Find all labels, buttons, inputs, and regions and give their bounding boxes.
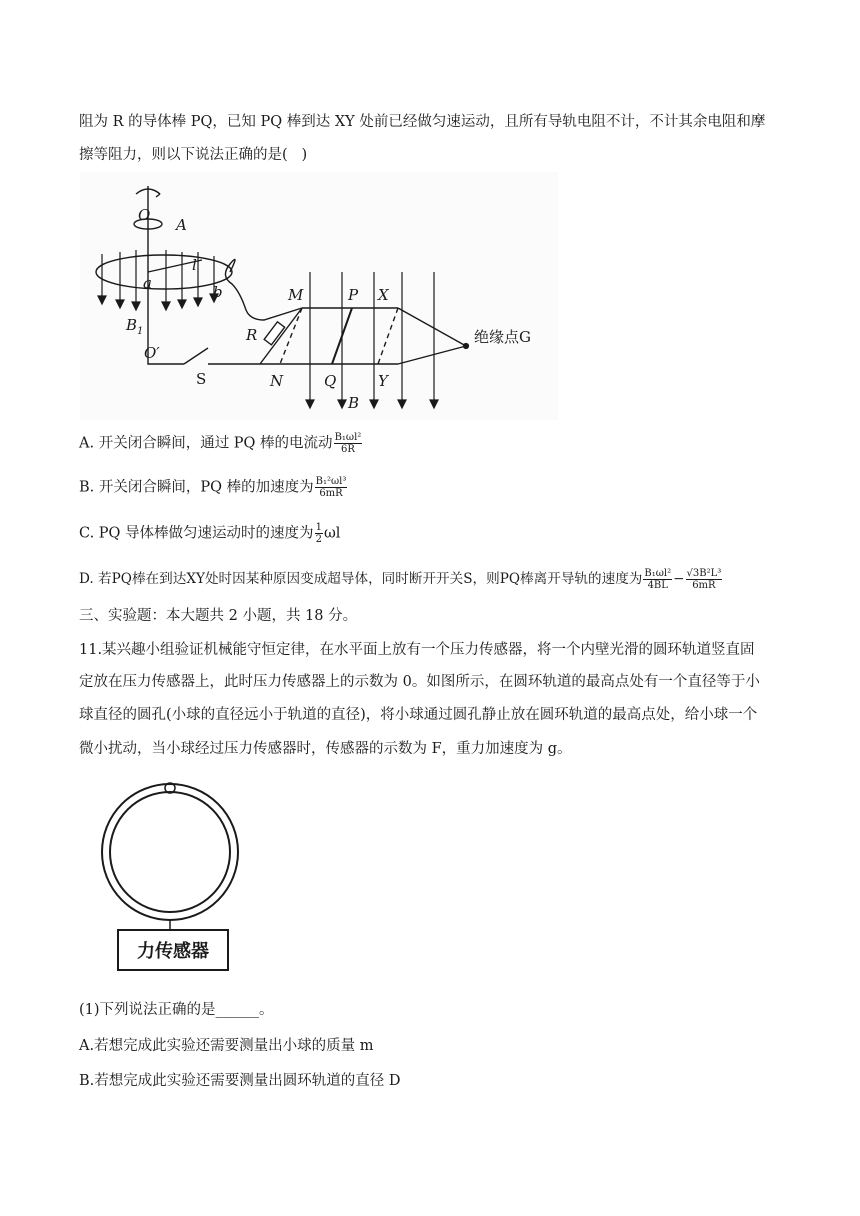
label-R: R — [246, 326, 258, 344]
q11-line3: 球直径的圆孔(小球的直径远小于轨道的直径)，将小球通过圆孔静止放在圆环轨道的最高点处，给小球一个 — [79, 707, 758, 723]
label-P: P — [348, 286, 359, 304]
q11-line2: 定放在压力传感器上，此时压力传感器上的示数为 0。如图所示，在圆环轨道的最高点处有一个直径等于小 — [79, 674, 760, 690]
ring-inner — [110, 792, 230, 912]
q10-stem-line2: 擦等阻力，则以下说法正确的是( ) — [79, 147, 308, 163]
q11-line1: 11.某兴趣小组验证机械能守恒定律，在水平面上放有一个压力传感器，将一个内壁光滑的圆环轨道竖直固 — [79, 642, 755, 658]
q10-figure — [80, 172, 558, 420]
label-G: 绝缘点G — [474, 328, 531, 346]
section3-title: 三、实验题：本大题共 2 小题，共 18 分。 — [79, 608, 358, 624]
q11-sub1-option-b: B.若想完成此实验还需要测量出圆环轨道的直径 D — [79, 1073, 401, 1089]
ring-outer — [102, 784, 238, 920]
label-A: A — [176, 216, 187, 234]
q11-line4: 微小扰动，当小球经过压力传感器时，传感器的示数为 F，重力加速度为 g。 — [79, 741, 572, 757]
label-B: B — [348, 394, 360, 412]
q11-sub1: (1)下列说法正确的是______。 — [79, 1002, 274, 1018]
label-X: X — [378, 286, 389, 304]
option-a — [79, 432, 363, 455]
label-B1: $B_1$ — [126, 316, 144, 337]
option-b-fraction: $\frac{\text{B₁²ωl³}}{6mR}$ — [315, 476, 347, 499]
option-d-minus: − — [673, 571, 685, 587]
label-b: b — [213, 283, 223, 301]
option-d-fraction-2: $\frac{\text{√3B²L³}}{6mR}$ — [686, 568, 722, 591]
option-d-fraction-1: $\frac{\text{B₁ωl²}}{4BL}$ — [644, 568, 672, 591]
label-N: N — [270, 372, 284, 390]
sensor-label: 力传感器 — [137, 941, 209, 962]
option-c-suffix: ωl — [323, 525, 341, 542]
label-M: M — [288, 286, 304, 304]
q10-stem-line1: 阻为 R 的导体棒 PQ，已知 PQ 棒到达 XY 处前已经做匀速运动，且所有导轨电阻不计，不计其余电阻和摩 — [79, 114, 766, 130]
option-c — [79, 522, 340, 545]
label-Y: Y — [378, 372, 388, 390]
label-Q: Q — [324, 372, 337, 390]
option-a-fraction: $\frac{\text{B₁ωl²}}{6R}$ — [334, 432, 362, 455]
label-O-prime: O′ — [144, 344, 160, 362]
option-c-fraction: $\frac{1}{2}$ — [315, 522, 322, 545]
option-d-text: D. 若PQ棒在到达XY处时因某种原因变成超导体，同时断开开关S，则PQ棒离开导轨的速度为 — [79, 571, 643, 587]
option-b — [79, 476, 348, 499]
option-b-text: B. 开关闭合瞬间，PQ 棒的加速度为 — [79, 479, 314, 496]
label-O: O — [138, 206, 151, 224]
label-l: l — [192, 256, 197, 274]
option-a-text: A. 开关闭合瞬间，通过 PQ 棒的电流动 — [79, 435, 333, 452]
option-c-text: C. PQ 导体棒做匀速运动时的速度为 — [79, 525, 314, 542]
option-d — [79, 568, 723, 591]
label-S: S — [196, 370, 207, 388]
q11-figure — [98, 780, 242, 976]
label-a: a — [143, 274, 152, 292]
q11-sub1-option-a: A.若想完成此实验还需要测量出小球的质量 m — [79, 1038, 374, 1054]
